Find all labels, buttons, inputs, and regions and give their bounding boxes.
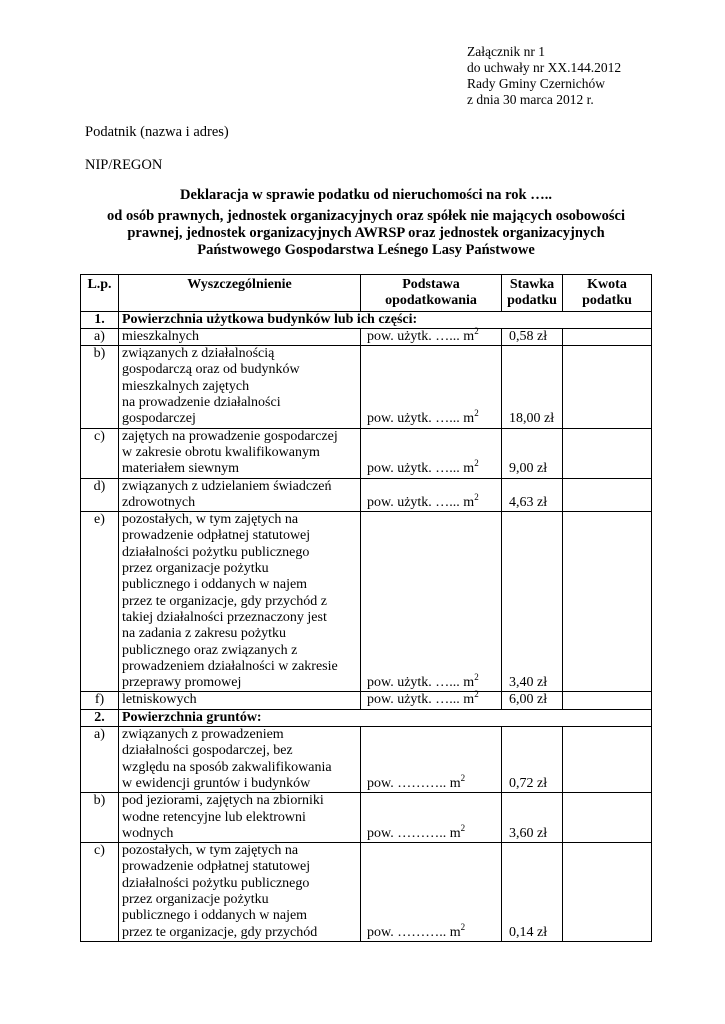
header-line: opodatkowania <box>385 293 477 309</box>
row-label: c) <box>81 843 119 942</box>
header-line: podatku <box>582 293 632 309</box>
tax-base-text: pow. użytk. …... m <box>367 461 475 477</box>
tax-rate-cell: 4,63 zł <box>502 478 563 512</box>
description-line: na zadania z zakresu pożytku <box>122 626 287 642</box>
description-line: pozostałych, w tym zajętych na <box>122 512 299 528</box>
row-description <box>119 692 361 709</box>
subtitle-line: Państwowego Gospodarstwa Leśnego Lasy Państwowe <box>197 242 535 258</box>
description-line: zdrowotnych <box>122 494 196 510</box>
tax-rate-cell: 6,00 zł <box>502 692 563 709</box>
row-description <box>119 512 361 692</box>
section-number: 1. <box>81 311 119 328</box>
row-label: b) <box>81 793 119 843</box>
section-row <box>81 311 652 328</box>
table-row <box>81 346 652 428</box>
description-line: mieszkalnych <box>122 328 199 344</box>
description-line: działalności pożytku publicznego <box>122 544 310 560</box>
tax-base-text: pow. użytk. …... m <box>367 692 475 708</box>
tax-amount-cell <box>563 727 652 793</box>
header-tax-amount <box>563 275 652 312</box>
unit-exponent: 2 <box>474 689 479 700</box>
tax-base-text: pow. użytk. …... m <box>367 675 475 691</box>
table-row <box>81 692 652 709</box>
annex-line: do uchwały nr XX.144.2012 <box>467 60 622 75</box>
header-line: Stawka <box>509 277 555 292</box>
row-description <box>119 428 361 478</box>
row-label: c) <box>81 428 119 478</box>
header-tax-base <box>361 275 502 312</box>
row-description <box>119 793 361 843</box>
description-line: działalności gospodarczej, bez <box>122 743 293 759</box>
description-line: publicznego i oddanych w najem <box>122 908 308 924</box>
tax-base-text: pow. użytk. …... m <box>367 328 475 344</box>
description-line: w zakresie obrotu kwalifikowanym <box>122 444 320 460</box>
description-line: mieszkalnych zajętych <box>122 378 250 394</box>
tax-base-cell <box>361 428 502 478</box>
description-line: na prowadzenie działalności <box>122 395 281 411</box>
header-line: Podstawa <box>402 277 460 292</box>
tax-base-cell <box>361 512 502 692</box>
row-description <box>119 478 361 512</box>
unit-exponent: 2 <box>474 491 479 502</box>
tax-amount-cell <box>563 428 652 478</box>
section-title: Powierzchnia gruntów: <box>119 709 652 726</box>
description-line: wodne retencyjne lub elektrowni <box>122 809 306 825</box>
unit-exponent: 2 <box>474 408 479 419</box>
tax-amount-cell <box>563 478 652 512</box>
unit-exponent: 2 <box>460 772 466 783</box>
table-header-row <box>81 275 652 312</box>
header-line: podatku <box>507 293 557 309</box>
row-label: d) <box>81 478 119 512</box>
header-line: Kwota <box>587 277 627 292</box>
tax-base-text: pow. ……….. m <box>367 775 461 791</box>
row-description <box>119 727 361 793</box>
row-description <box>119 328 361 345</box>
description-line: prowadzenie odpłatnej statutowej <box>122 528 311 544</box>
row-label: a) <box>81 727 119 793</box>
unit-exponent: 2 <box>460 822 466 833</box>
tax-amount-cell <box>563 793 652 843</box>
description-line: gospodarczą oraz od budynków <box>122 362 300 378</box>
tax-base-text: pow. ……….. m <box>367 825 461 841</box>
row-label: f) <box>81 692 119 709</box>
table-row <box>81 793 652 843</box>
description-line: takiej działalności przeznaczony jest <box>122 609 327 625</box>
declaration-subtitle <box>70 208 662 259</box>
description-line: związanych z udzielaniem świadczeń <box>122 478 332 494</box>
tax-base-cell <box>361 843 502 942</box>
table-body <box>81 311 652 941</box>
section-row <box>81 709 652 726</box>
tax-base-cell <box>361 689 502 709</box>
nip-regon-label: NIP/REGON <box>85 157 163 173</box>
tax-amount-cell <box>563 512 652 692</box>
tax-rate-cell: 18,00 zł <box>502 346 563 428</box>
description-line: przeprawy promowej <box>122 675 242 691</box>
subtitle-line: prawnej, jednostek organizacyjnych AWRSP oraz jednostek organizacyjnych <box>127 225 605 241</box>
table-row <box>81 843 652 942</box>
description-line: względu na sposób zakwalifikowania <box>122 759 332 775</box>
tax-amount-cell <box>563 328 652 345</box>
description-line: prowadzeniem działalności w zakresie <box>122 658 338 674</box>
description-line: pozostałych, w tym zajętych na <box>122 843 299 859</box>
subtitle-line: od osób prawnych, jednostek organizacyjnych oraz spółek nie mających osobowości <box>107 208 625 224</box>
unit-exponent: 2 <box>474 672 479 683</box>
description-line: letniskowych <box>122 692 197 708</box>
description-line: prowadzenie odpłatnej statutowej <box>122 859 311 875</box>
tax-rate-cell: 0,58 zł <box>502 328 563 345</box>
tax-rate-cell: 3,40 zł <box>502 512 563 692</box>
tax-base-text: pow. użytk. …... m <box>367 494 475 510</box>
unit-exponent: 2 <box>474 325 479 336</box>
tax-base-cell <box>361 727 502 793</box>
section-title: Powierzchnia użytkowa budynków lub ich części: <box>119 311 652 328</box>
table-row <box>81 428 652 478</box>
annex-line: z dnia 30 marca 2012 r. <box>467 92 594 107</box>
tax-base-cell <box>361 793 502 843</box>
annex-line: Załącznik nr 1 <box>467 44 545 59</box>
tax-base-text: pow. ……….. m <box>367 924 461 940</box>
row-label: e) <box>81 512 119 692</box>
annex-line: Rady Gminy Czernichów <box>467 76 605 91</box>
table-row <box>81 478 652 512</box>
tax-rate-cell: 9,00 zł <box>502 428 563 478</box>
tax-rate-cell: 0,72 zł <box>502 727 563 793</box>
tax-table <box>80 274 652 942</box>
table-row <box>81 512 652 692</box>
row-label: a) <box>81 328 119 345</box>
tax-amount-cell <box>563 843 652 942</box>
taxpayer-label: Podatnik (nazwa i adres) <box>85 124 229 140</box>
description-line: przez organizacje pożytku <box>122 891 269 907</box>
description-line: zajętych na prowadzenie gospodarczej <box>122 428 338 444</box>
description-line: wodnych <box>122 825 174 841</box>
description-line: przez te organizacje, gdy przychód <box>122 924 318 940</box>
tax-amount-cell <box>563 346 652 428</box>
tax-base-cell <box>361 346 502 428</box>
tax-base-cell <box>361 478 502 512</box>
description-line: pod jeziorami, zajętych na zbiorniki <box>122 793 324 809</box>
row-description <box>119 346 361 428</box>
declaration-title: Deklaracja w sprawie podatku od nieruchomości na rok ….. <box>180 187 552 203</box>
tax-base-cell <box>361 325 502 345</box>
table-row <box>81 328 652 345</box>
header-lp: L.p. <box>81 275 119 312</box>
header-tax-rate <box>502 275 563 312</box>
tax-amount-cell <box>563 692 652 709</box>
description-line: publicznego i oddanych w najem <box>122 577 308 593</box>
description-line: gospodarczej <box>122 411 196 427</box>
tax-rate-cell: 3,60 zł <box>502 793 563 843</box>
section-number: 2. <box>81 709 119 726</box>
description-line: materiałem siewnym <box>122 461 240 477</box>
description-line: związanych z prowadzeniem <box>122 727 284 743</box>
description-line: związanych z działalnością <box>122 346 275 362</box>
row-label: b) <box>81 346 119 428</box>
description-line: przez organizacje pożytku <box>122 561 269 577</box>
tax-base-text: pow. użytk. …... m <box>367 411 475 427</box>
annex-reference <box>467 44 621 108</box>
tax-rate-cell: 0,14 zł <box>502 843 563 942</box>
header-description: Wyszczególnienie <box>119 275 361 312</box>
description-line: przez te organizacje, gdy przychód z <box>122 593 327 609</box>
description-line: działalności pożytku publicznego <box>122 875 310 891</box>
row-description <box>119 843 361 942</box>
unit-exponent: 2 <box>460 921 466 932</box>
description-line: publicznego oraz związanych z <box>122 642 298 658</box>
unit-exponent: 2 <box>474 458 479 469</box>
description-line: w ewidencji gruntów i budynków <box>122 775 311 791</box>
table-row <box>81 727 652 793</box>
